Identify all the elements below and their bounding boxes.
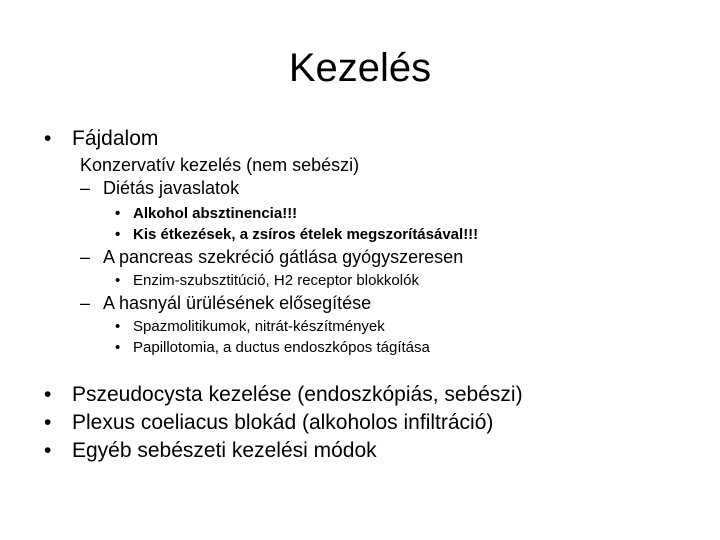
bullet-dot: • xyxy=(115,205,121,222)
dash-marker: – xyxy=(80,178,91,198)
bullet-dot: • xyxy=(44,127,52,150)
item-pseudocyst: Pszeudocysta kezelése (endoszkópiás, sebészi) xyxy=(72,383,523,406)
bullet-dot: • xyxy=(44,439,52,462)
bullet-dot: • xyxy=(115,226,121,243)
bullet-dot: • xyxy=(115,339,121,356)
bullet-dot: • xyxy=(44,411,52,434)
item-conservative: Konzervatív kezelés (nem sebészi) xyxy=(80,155,360,175)
dash-marker: – xyxy=(80,293,91,313)
item-small-meals: Kis étkezések, a zsíros ételek megszorításával!!! xyxy=(133,226,479,243)
bullet-dot: • xyxy=(44,383,52,406)
slide-title: Kezelés xyxy=(288,46,432,90)
item-alcohol: Alkohol absztinencia!!! xyxy=(133,205,298,222)
item-drainage: A hasnyál ürülésének elősegítése xyxy=(103,293,372,313)
item-spasmolytics: Spazmolitikumok, nitrát-készítmények xyxy=(133,318,385,335)
item-plexus: Plexus coeliacus blokád (alkoholos infiltráció) xyxy=(72,411,494,434)
item-pancreas-inhibit: A pancreas szekréció gátlása gyógyszeresen xyxy=(103,247,464,267)
item-papillotomy: Papillotomia, a ductus endoszkópos tágítása xyxy=(133,339,430,356)
item-enzyme: Enzim-szubsztitúció, H2 receptor blokkolók xyxy=(133,272,419,289)
item-diet: Diétás javaslatok xyxy=(103,178,240,198)
item-other-surgery: Egyéb sebészeti kezelési módok xyxy=(72,439,377,462)
dash-marker: – xyxy=(80,247,91,267)
item-pain: Fájdalom xyxy=(72,127,159,150)
bullet-dot: • xyxy=(115,318,121,335)
bullet-dot: • xyxy=(115,272,121,289)
